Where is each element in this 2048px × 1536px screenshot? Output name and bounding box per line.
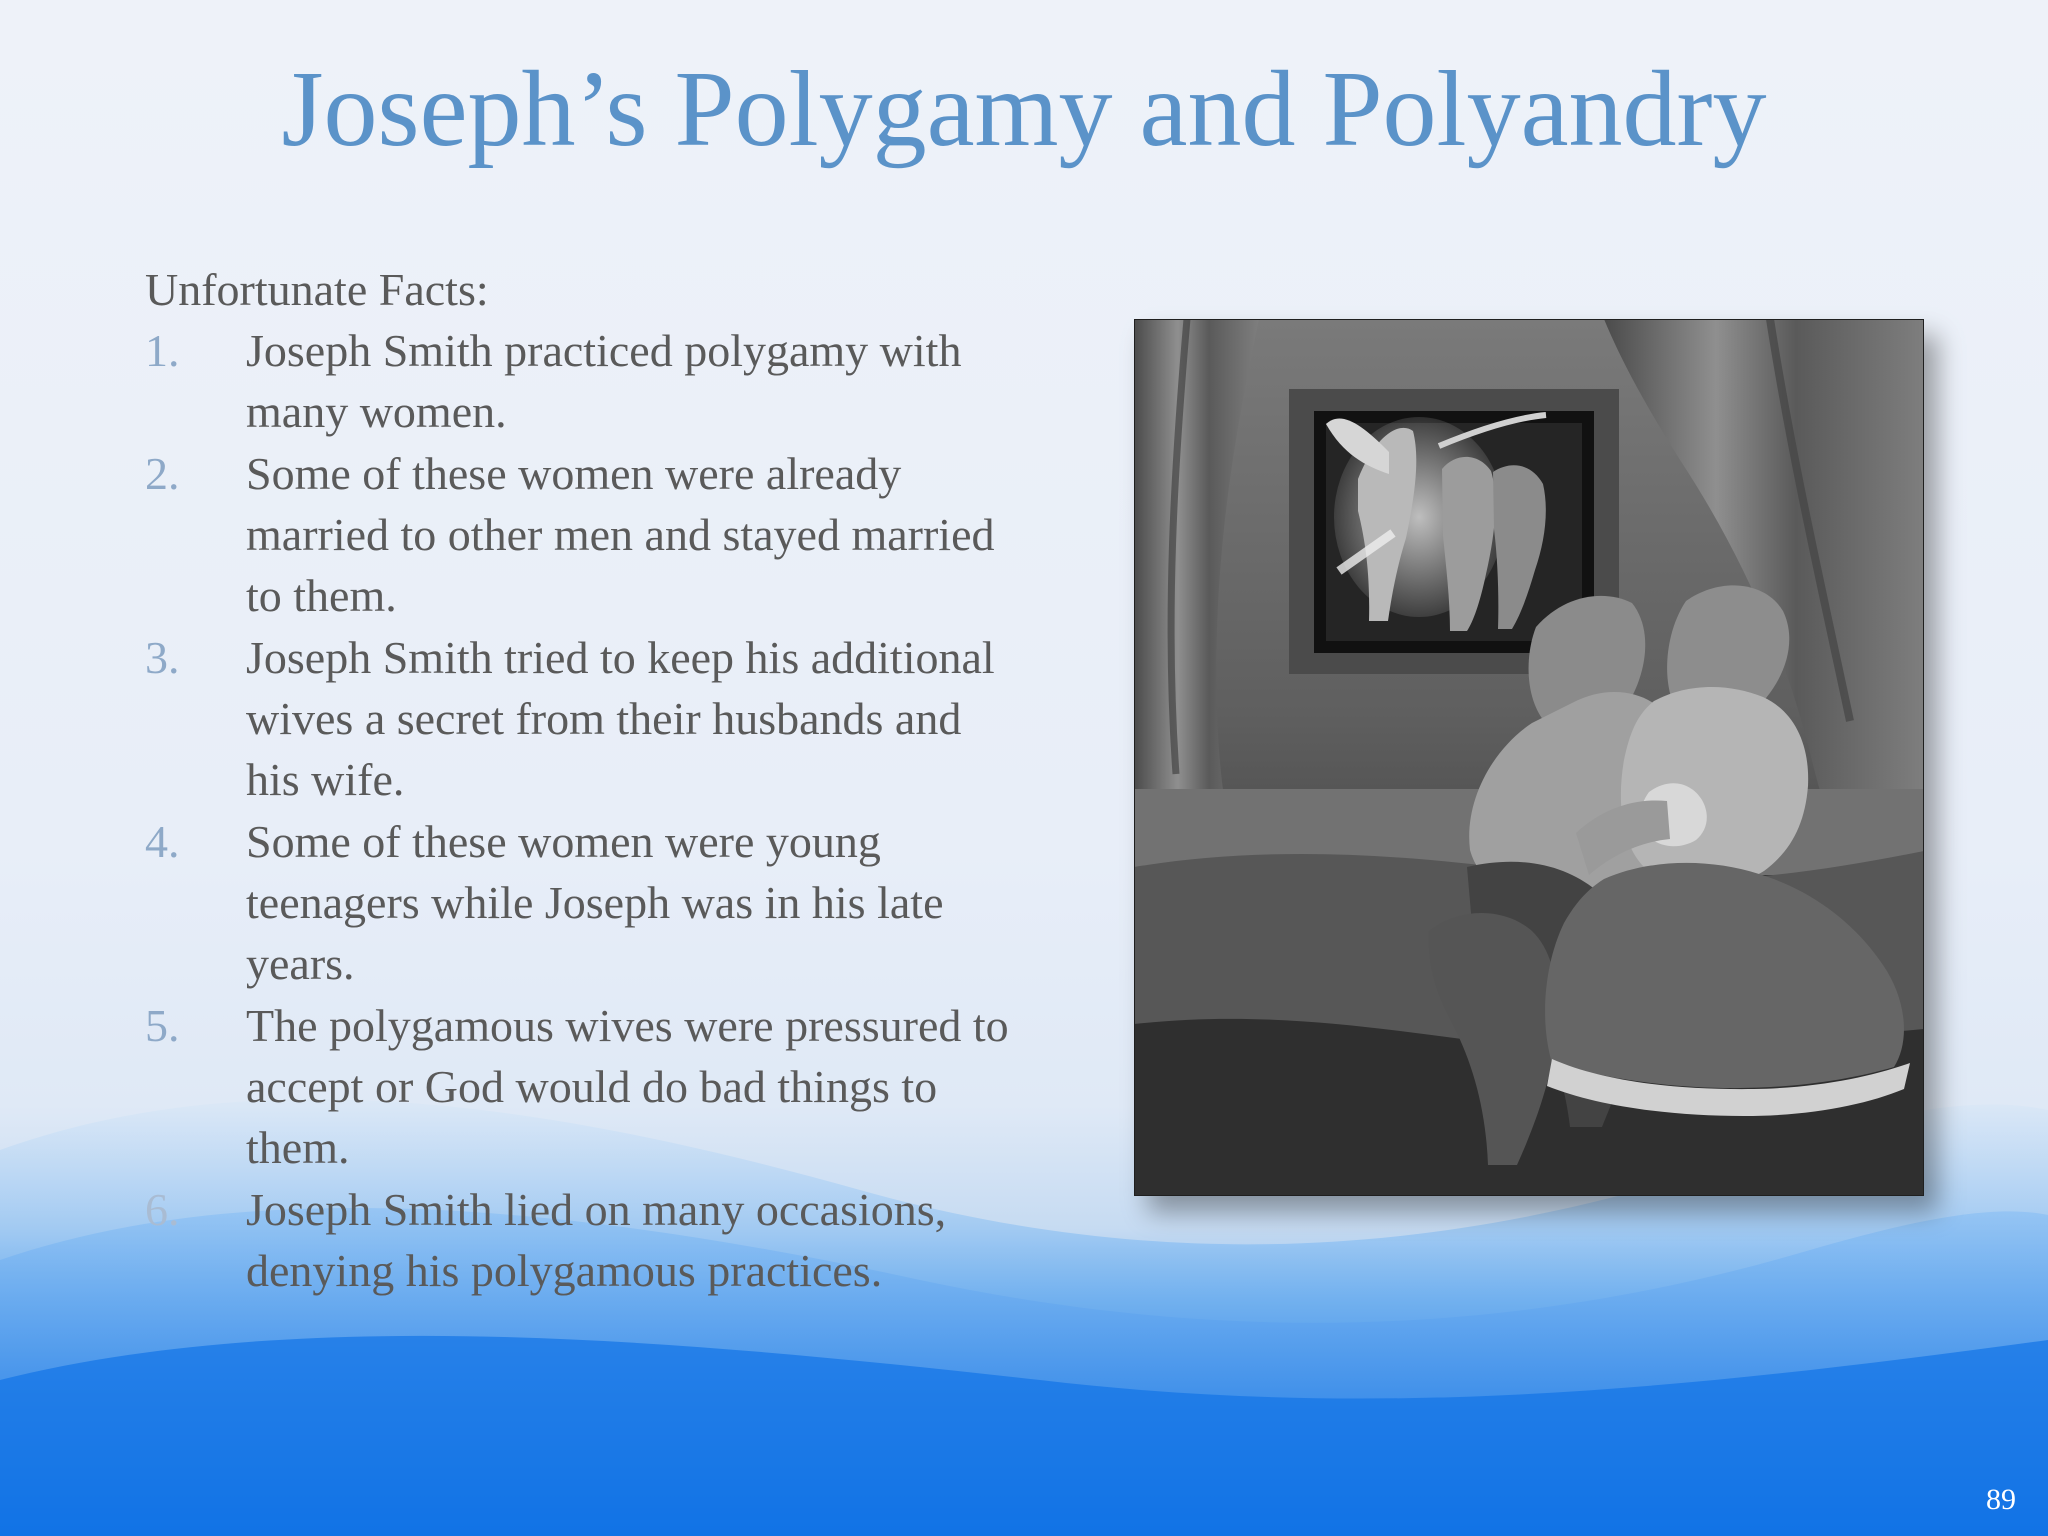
- facts-content: [145, 255, 1045, 1302]
- list-item: [145, 627, 1045, 810]
- list-item: [145, 1179, 1045, 1301]
- list-item-number: 5.: [145, 1000, 180, 1051]
- list-item-text: Some of these women were young teenagers while Joseph was in his late years.: [246, 816, 944, 989]
- list-item-number: 4.: [145, 816, 180, 867]
- facts-list: [145, 320, 1045, 1301]
- illustration-icon: [1134, 319, 1924, 1196]
- slide-illustration: [1134, 319, 1924, 1196]
- list-item: [145, 320, 1045, 442]
- list-item-number: 1.: [145, 325, 180, 376]
- list-item-text: The polygamous wives were pressured to accept or God would do bad things to them.: [246, 1000, 1009, 1173]
- list-item: [145, 995, 1045, 1178]
- list-item-number: 2.: [145, 448, 180, 499]
- facts-heading: Unfortunate Facts:: [145, 264, 489, 315]
- page-number: 89: [1986, 1483, 2016, 1516]
- list-item-number: 3.: [145, 632, 180, 683]
- list-item-text: Joseph Smith lied on many occasions, denying his polygamous practices.: [246, 1184, 947, 1296]
- list-item-text: Some of these women were already married to other men and stayed married to them.: [246, 448, 995, 621]
- list-item: [145, 443, 1045, 626]
- list-item-text: Joseph Smith tried to keep his additional wives a secret from their husbands and his wife.: [246, 632, 995, 805]
- list-item: [145, 811, 1045, 994]
- list-item-text: Joseph Smith practiced polygamy with many women.: [246, 325, 962, 437]
- slide-title: Joseph’s Polygamy and Polyandry: [281, 50, 1767, 169]
- list-item-number: 6.: [145, 1184, 180, 1235]
